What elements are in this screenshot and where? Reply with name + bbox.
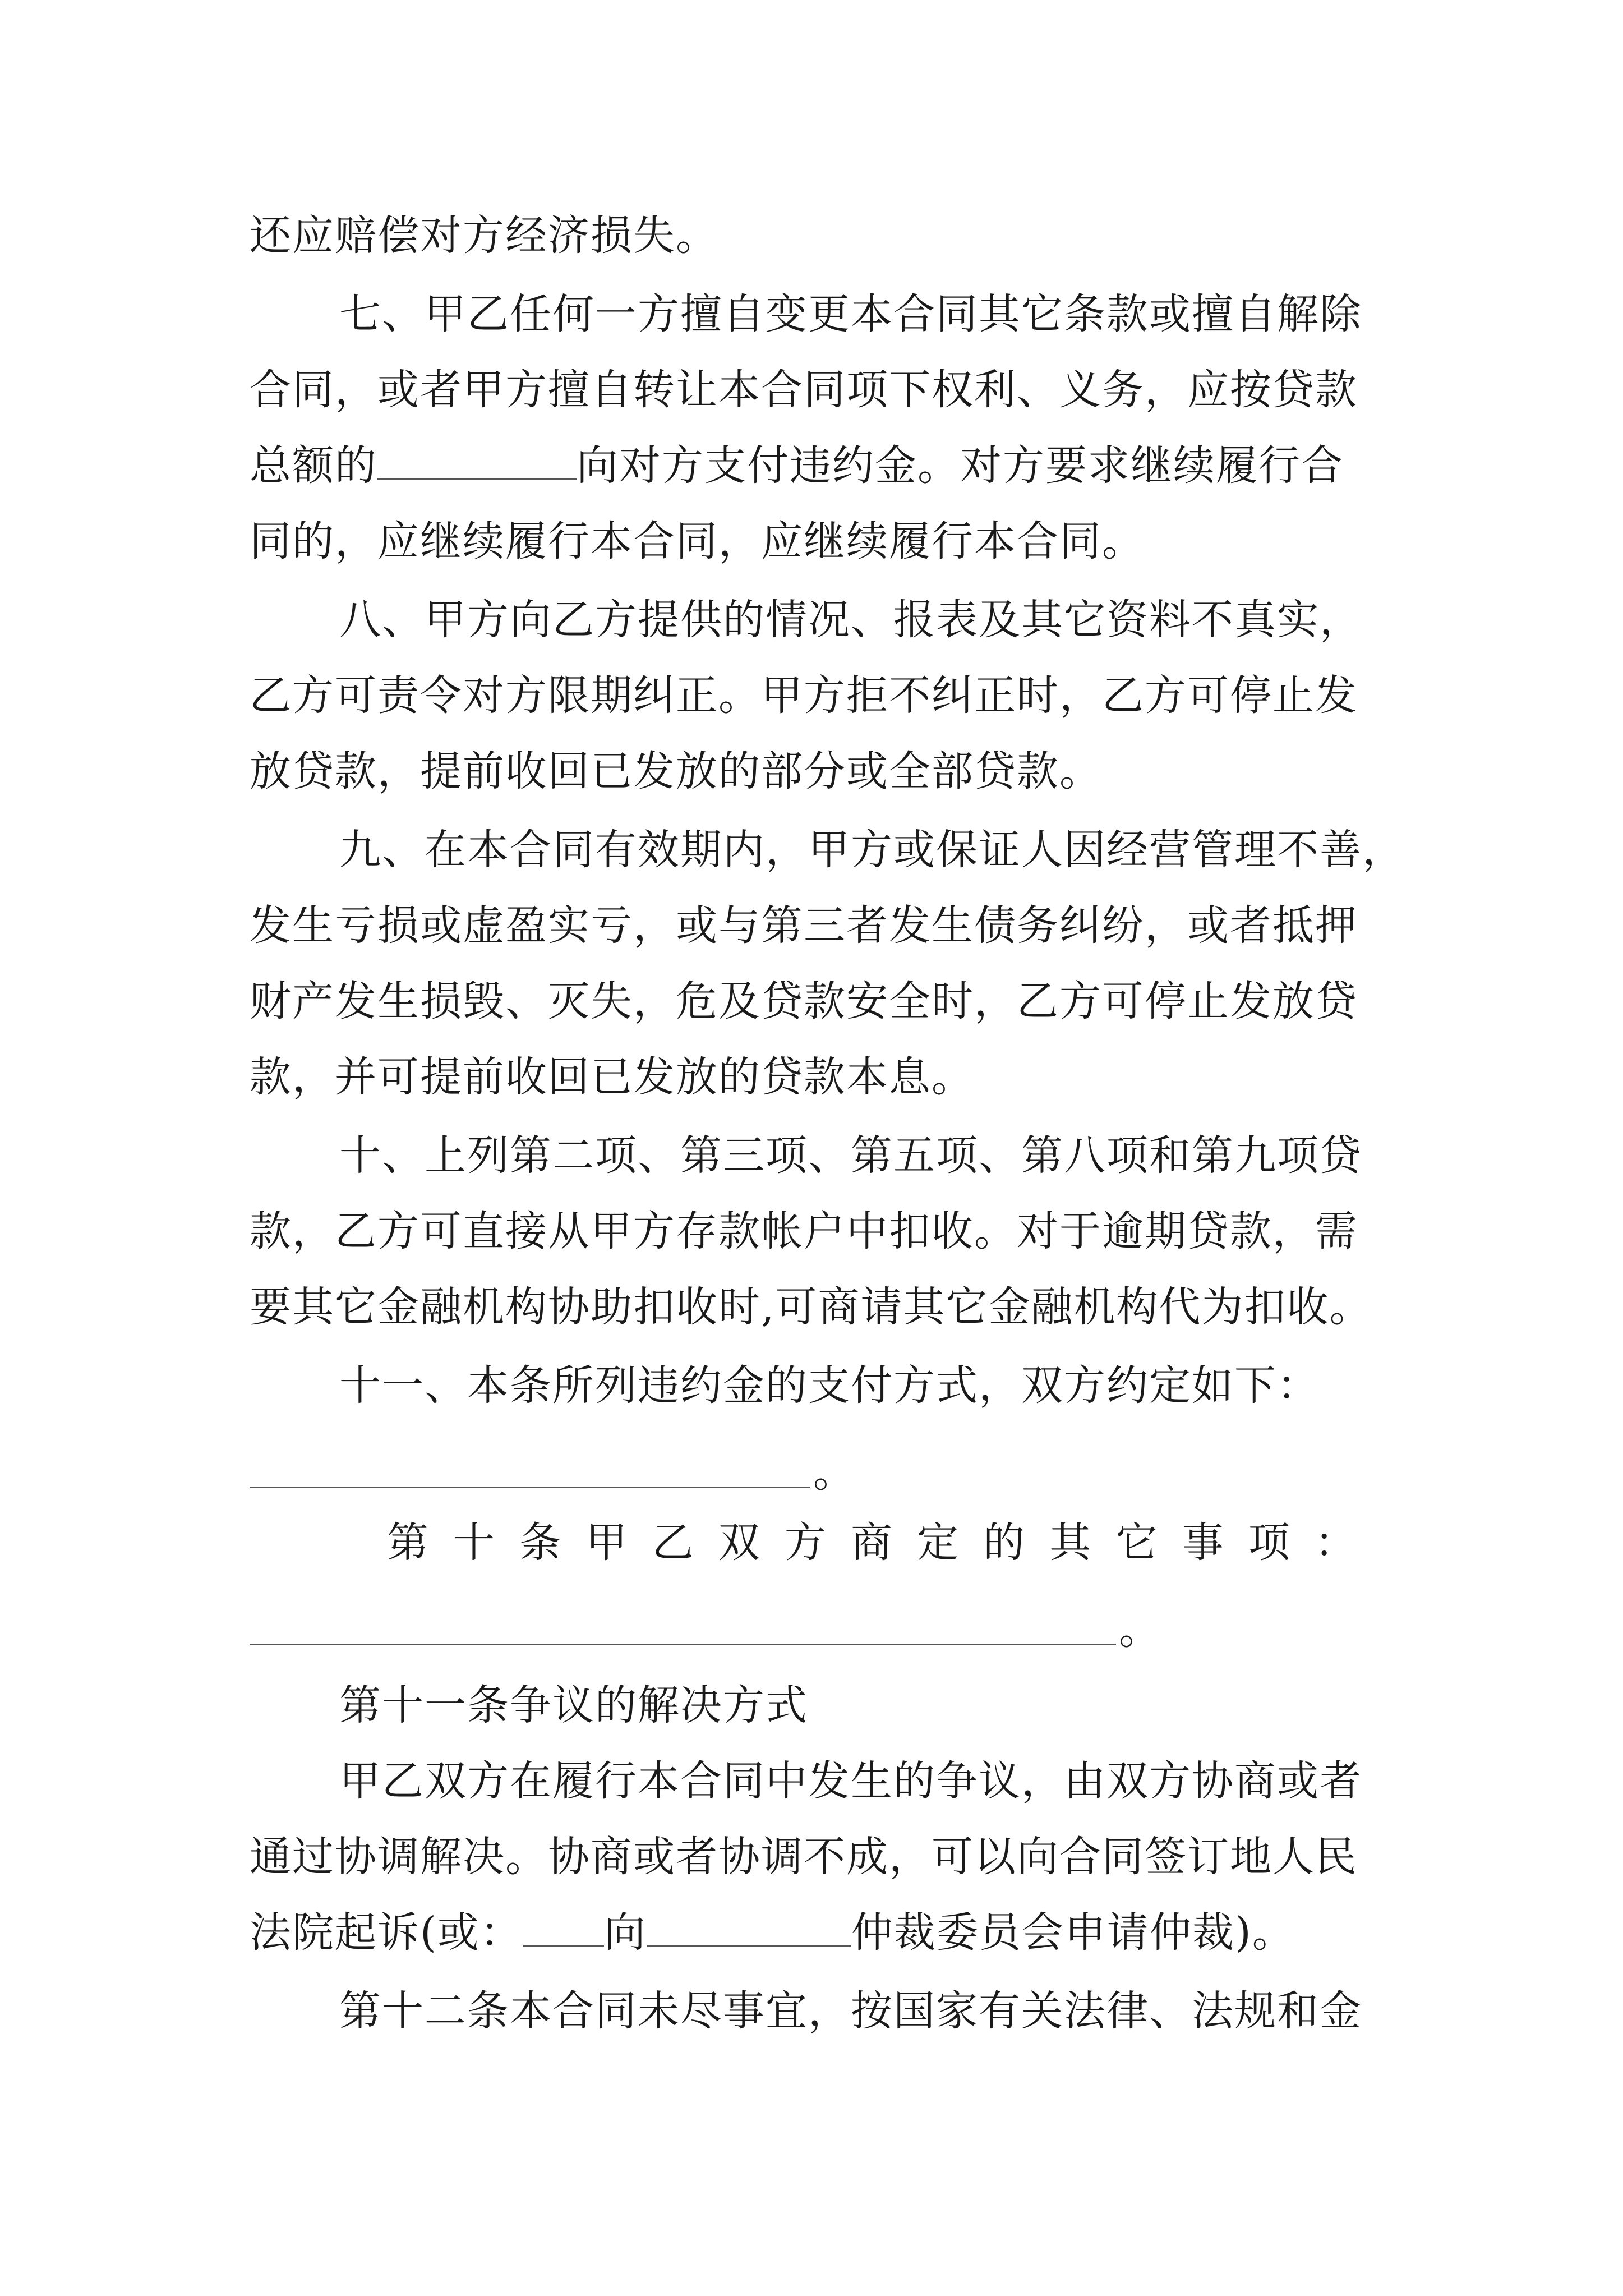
text-line: 发生亏损或虚盈实亏，或与第三者发生债务纠纷，或者抵押: [250, 901, 1358, 950]
text-line: 同的，应继续履行本合同，应继续履行本合同。: [250, 517, 1145, 565]
text-line: 合同，或者甲方擅自转让本合同项下权利、义务，应按贷款: [250, 366, 1358, 414]
text-line: 款，乙方可直接从甲方存款帐户中扣收。对于逾期贷款，需: [250, 1207, 1358, 1255]
fill-blank: [647, 1906, 851, 1947]
fill-blank: [250, 1487, 810, 1488]
text-fragment: 仲裁委员会申请仲裁)。: [851, 1908, 1295, 1957]
fill-blank: [377, 439, 577, 480]
clause-nine: 九、在本合同有效期内，甲方或保证人因经营管理不善，: [339, 826, 1405, 874]
article-twelve: 第十二条本合同未尽事宜，按国家有关法律、法规和金: [339, 1987, 1362, 2035]
text-line: 通过协调解决。协商或者协调不成，可以向合同签订地人民: [250, 1833, 1358, 1881]
text-fragment: 。: [813, 1448, 855, 1497]
text-line: 放贷款，提前收回已发放的部分或全部贷款。: [250, 747, 1102, 795]
article-ten-heading: 第十条甲乙双方商定的其它事项：: [387, 1519, 1357, 1567]
fill-blank: [250, 1644, 1116, 1645]
text-line: 款，并可提前收回已发放的贷款本息。: [250, 1053, 974, 1101]
text-line: 要其它金融机构协助扣收时,可商请其它金融机构代为扣收。: [250, 1283, 1372, 1331]
clause-eight: 八、甲方向乙方提供的情况、报表及其它资料不真实，: [339, 596, 1362, 644]
clause-ten: 十、上列第二项、第三项、第五项、第八项和第九项贷: [339, 1131, 1362, 1180]
text-fragment: 。: [1119, 1605, 1160, 1654]
text-fragment: 向: [603, 1908, 647, 1957]
text-line: 乙方可责令对方限期纠正。甲方拒不纠正时，乙方可停止发: [250, 671, 1358, 720]
clause-seven: 七、甲乙任何一方擅自变更本合同其它条款或擅自解除: [339, 290, 1362, 338]
text-fragment: 向对方支付违约金。对方要求继续履行合: [577, 441, 1344, 490]
text-line: [250, 438, 1344, 494]
text-fragment: 总额的: [250, 441, 377, 490]
text-fragment: 法院起诉(或：: [250, 1908, 523, 1957]
article-eleven-heading: 第十一条争议的解决方式: [339, 1681, 808, 1729]
text-line: 甲乙双方在履行本合同中发生的争议，由双方协商或者: [339, 1757, 1362, 1805]
text-line: 财产发生损毁、灭失，危及贷款安全时，乙方可停止发放贷: [250, 977, 1358, 1025]
fill-blank: [523, 1906, 604, 1947]
text-line: 还应赔偿对方经济损失。: [250, 211, 718, 260]
text-line: [250, 1904, 1295, 1961]
clause-eleven: 十一、本条所列违约金的支付方式，双方约定如下：: [339, 1361, 1320, 1410]
